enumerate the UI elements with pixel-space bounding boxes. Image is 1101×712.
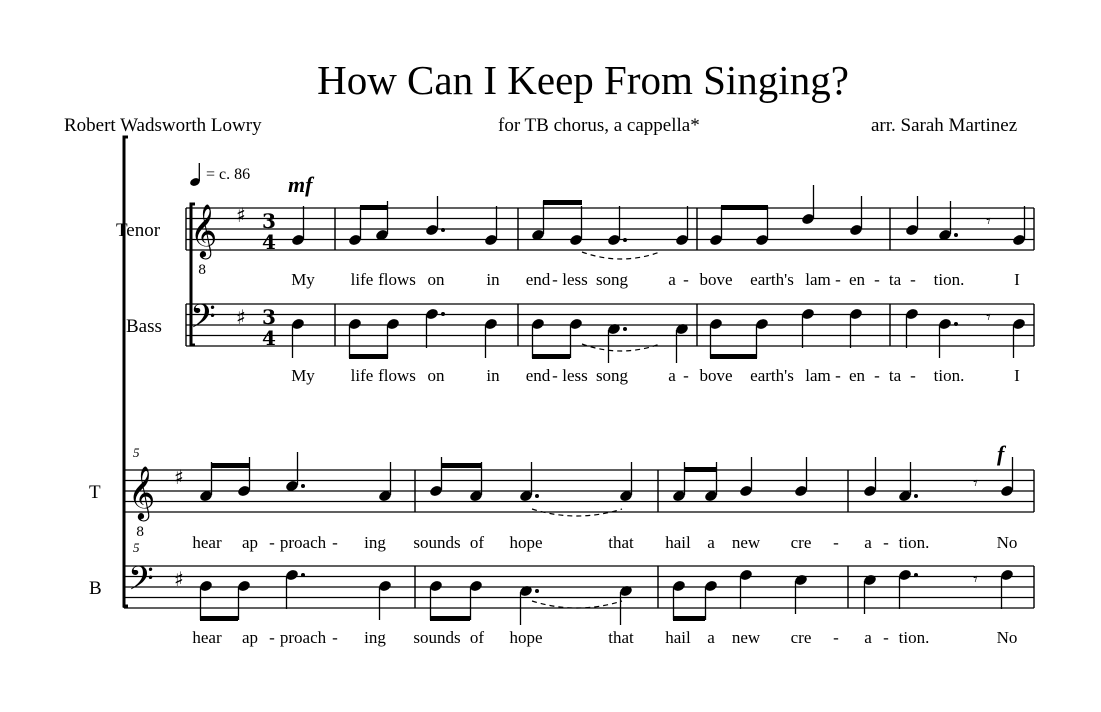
bass-lyric-syllable: of	[469, 628, 485, 647]
bass-lyric-syllable: No	[996, 628, 1018, 647]
bass-lyric-syllable: earth's	[750, 366, 794, 385]
eighth-rest-icon: 𝄾	[973, 473, 978, 494]
tenor-lyric-syllable: end	[525, 270, 551, 289]
part-label-t: T	[89, 482, 101, 503]
bass-lyric-syllable: in	[486, 366, 500, 385]
bass-lyric-syllable: cre	[790, 628, 812, 647]
bass-lyric-syllable: -	[269, 628, 275, 647]
part-label-bass: Bass	[126, 316, 162, 337]
tenor-lyric-syllable: -	[683, 270, 689, 289]
bass-lyric-syllable: less	[562, 366, 588, 385]
tenor-lyric-syllable: that	[608, 533, 634, 552]
bass-lyric-syllable: -	[332, 628, 338, 647]
bass-clef-icon: 𝄢	[190, 298, 216, 344]
measure-number-5: 5	[133, 445, 140, 460]
key-sharp-icon: ♯	[174, 567, 184, 591]
beam	[684, 467, 717, 472]
tenor-lyric-syllable: less	[562, 270, 588, 289]
tempo-marking: = c. 86	[206, 166, 251, 183]
time-sig-bottom: 4	[262, 326, 276, 350]
tenor-lyric-syllable: earth's	[750, 270, 794, 289]
tenor-lyric-syllable: sounds	[413, 533, 461, 552]
bass-lyric-syllable: en	[848, 366, 866, 385]
bass-lyric-syllable: lam	[805, 366, 831, 385]
bass-lyric-syllable: bove	[699, 366, 733, 385]
dot	[535, 589, 539, 593]
tenor-lyric-syllable: -	[552, 270, 558, 289]
arranger-credit: arr. Sarah Martinez	[871, 115, 1018, 136]
bass-lyric-syllable: My	[291, 366, 315, 385]
tenor-lyric-syllable: life	[350, 270, 374, 289]
tenor-lyric-syllable: -	[835, 270, 841, 289]
bass-lyric-syllable: -	[833, 628, 839, 647]
dot	[954, 233, 958, 237]
eighth-rest-icon: 𝄾	[986, 211, 991, 232]
dot	[954, 322, 958, 326]
bass-lyric-syllable: hail	[665, 628, 691, 647]
dashed-tie	[582, 344, 660, 351]
bass-lyric-syllable: hear	[192, 628, 222, 647]
dot	[914, 494, 918, 498]
dot	[441, 312, 445, 316]
beam	[349, 354, 388, 359]
tenor-lyric-syllable: of	[469, 533, 485, 552]
tenor-lyric-syllable: hope	[509, 533, 543, 552]
tenor-lyric-syllable: a	[668, 270, 676, 289]
beam	[532, 354, 570, 359]
tenor-lyric-syllable: new	[731, 533, 761, 552]
tenor-lyric-syllable: a	[864, 533, 872, 552]
tenor-lyric-syllable: -	[332, 533, 338, 552]
bass-lyric-syllable: proach	[279, 628, 327, 647]
beam	[430, 616, 470, 621]
key-sharp-icon: ♯	[174, 465, 184, 489]
tenor-lyric-syllable: tion.	[933, 270, 965, 289]
beam	[360, 205, 388, 210]
tenor-lyric-syllable: -	[910, 270, 916, 289]
tenor-lyric-syllable: flows	[378, 270, 416, 289]
bass-lyric-syllable: sounds	[413, 628, 461, 647]
key-sharp-icon: ♯	[236, 305, 246, 329]
dot	[623, 238, 627, 242]
bass-lyric-syllable: I	[1014, 366, 1020, 385]
beam	[710, 354, 757, 359]
scoring-note: for TB chorus, a cappella*	[498, 115, 700, 136]
bass-lyric-syllable: ing	[364, 628, 386, 647]
key-sharp-icon: ♯	[236, 203, 246, 227]
tenor-lyric-syllable: en	[848, 270, 866, 289]
tenor-lyric-syllable: hear	[192, 533, 222, 552]
tenor-lyric-syllable: -	[883, 533, 889, 552]
bass-lyric-syllable: song	[595, 366, 629, 385]
tenor-lyric-syllable: song	[595, 270, 629, 289]
bass-lyric-syllable: tion.	[898, 628, 930, 647]
treble-clef-icon: 𝄞	[128, 465, 156, 519]
beam	[200, 616, 238, 621]
bass-lyric-syllable: tion.	[933, 366, 965, 385]
bass-lyric-syllable: flows	[378, 366, 416, 385]
bass-lyric-syllable: ap	[241, 628, 259, 647]
score-title: How Can I Keep From Singing?	[317, 57, 849, 103]
tenor-lyric-syllable: cre	[790, 533, 812, 552]
tenor-lyric-syllable: -	[833, 533, 839, 552]
bass-lyric-syllable: -	[874, 366, 880, 385]
eighth-rest-icon: 𝄾	[973, 569, 978, 590]
tenor-lyric-syllable: My	[291, 270, 315, 289]
bass-lyric-syllable: that	[608, 628, 634, 647]
bass-lyric-syllable: -	[883, 628, 889, 647]
bass-lyric-syllable: a	[864, 628, 872, 647]
bass-lyric-syllable: a	[668, 366, 676, 385]
measure-number-5-bass: 5	[133, 540, 140, 555]
beam	[211, 463, 250, 468]
beam	[543, 200, 582, 205]
beam	[441, 463, 482, 468]
part-label-tenor: Tenor	[116, 220, 161, 241]
octave-8-marker: 8	[136, 525, 145, 540]
bass-lyric-syllable: -	[683, 366, 689, 385]
dashed-tie	[582, 252, 660, 259]
bass-lyric-syllable: on	[427, 366, 445, 385]
beam	[673, 616, 705, 621]
bass-lyric-syllable: new	[731, 628, 761, 647]
part-label-b: B	[89, 578, 102, 599]
tenor-lyric-syllable: bove	[699, 270, 733, 289]
tenor-lyric-syllable: No	[996, 533, 1018, 552]
dot	[623, 327, 627, 331]
beam	[721, 205, 768, 210]
tenor-lyric-syllable: ta	[888, 270, 902, 289]
time-sig-top: 3	[262, 305, 276, 329]
system-bracket	[124, 137, 128, 606]
tenor-lyric-syllable: a	[707, 533, 715, 552]
time-sig-top: 3	[262, 209, 276, 233]
tenor-lyric-syllable: tion.	[898, 533, 930, 552]
tenor-lyric-syllable: -	[269, 533, 275, 552]
dynamic-mf: mf	[288, 172, 313, 197]
bass-lyric-syllable: -	[835, 366, 841, 385]
time-sig-bottom: 4	[262, 230, 276, 254]
bass-lyric-syllable: ta	[888, 366, 902, 385]
tenor-lyric-syllable: hail	[665, 533, 691, 552]
bass-lyric-syllable: a	[707, 628, 715, 647]
tenor-lyric-syllable: ing	[364, 533, 386, 552]
dot	[301, 573, 305, 577]
composer-credit: Robert Wadsworth Lowry	[64, 115, 262, 136]
bass-lyric-syllable: -	[552, 366, 558, 385]
treble-clef-icon: 𝄞	[190, 203, 218, 257]
bass-clef-icon: 𝄢	[128, 560, 154, 606]
tenor-lyric-syllable: lam	[805, 270, 831, 289]
octave-8-marker: 8	[198, 263, 207, 278]
tenor-lyric-syllable: proach	[279, 533, 327, 552]
bass-lyric-syllable: life	[350, 366, 374, 385]
dashed-tie	[532, 601, 622, 608]
tenor-lyric-syllable: -	[874, 270, 880, 289]
bass-lyric-syllable: -	[910, 366, 916, 385]
tenor-lyric-syllable: on	[427, 270, 445, 289]
dot	[441, 228, 445, 232]
bass-lyric-syllable: hope	[509, 628, 543, 647]
tenor-lyric-syllable: I	[1014, 270, 1020, 289]
eighth-rest-icon: 𝄾	[986, 307, 991, 328]
dot	[301, 484, 305, 488]
bass-lyric-syllable: end	[525, 366, 551, 385]
tenor-lyric-syllable: in	[486, 270, 500, 289]
dot	[914, 573, 918, 577]
dot	[535, 494, 539, 498]
dynamic-f: f	[997, 441, 1005, 466]
tenor-lyric-syllable: ap	[241, 533, 259, 552]
